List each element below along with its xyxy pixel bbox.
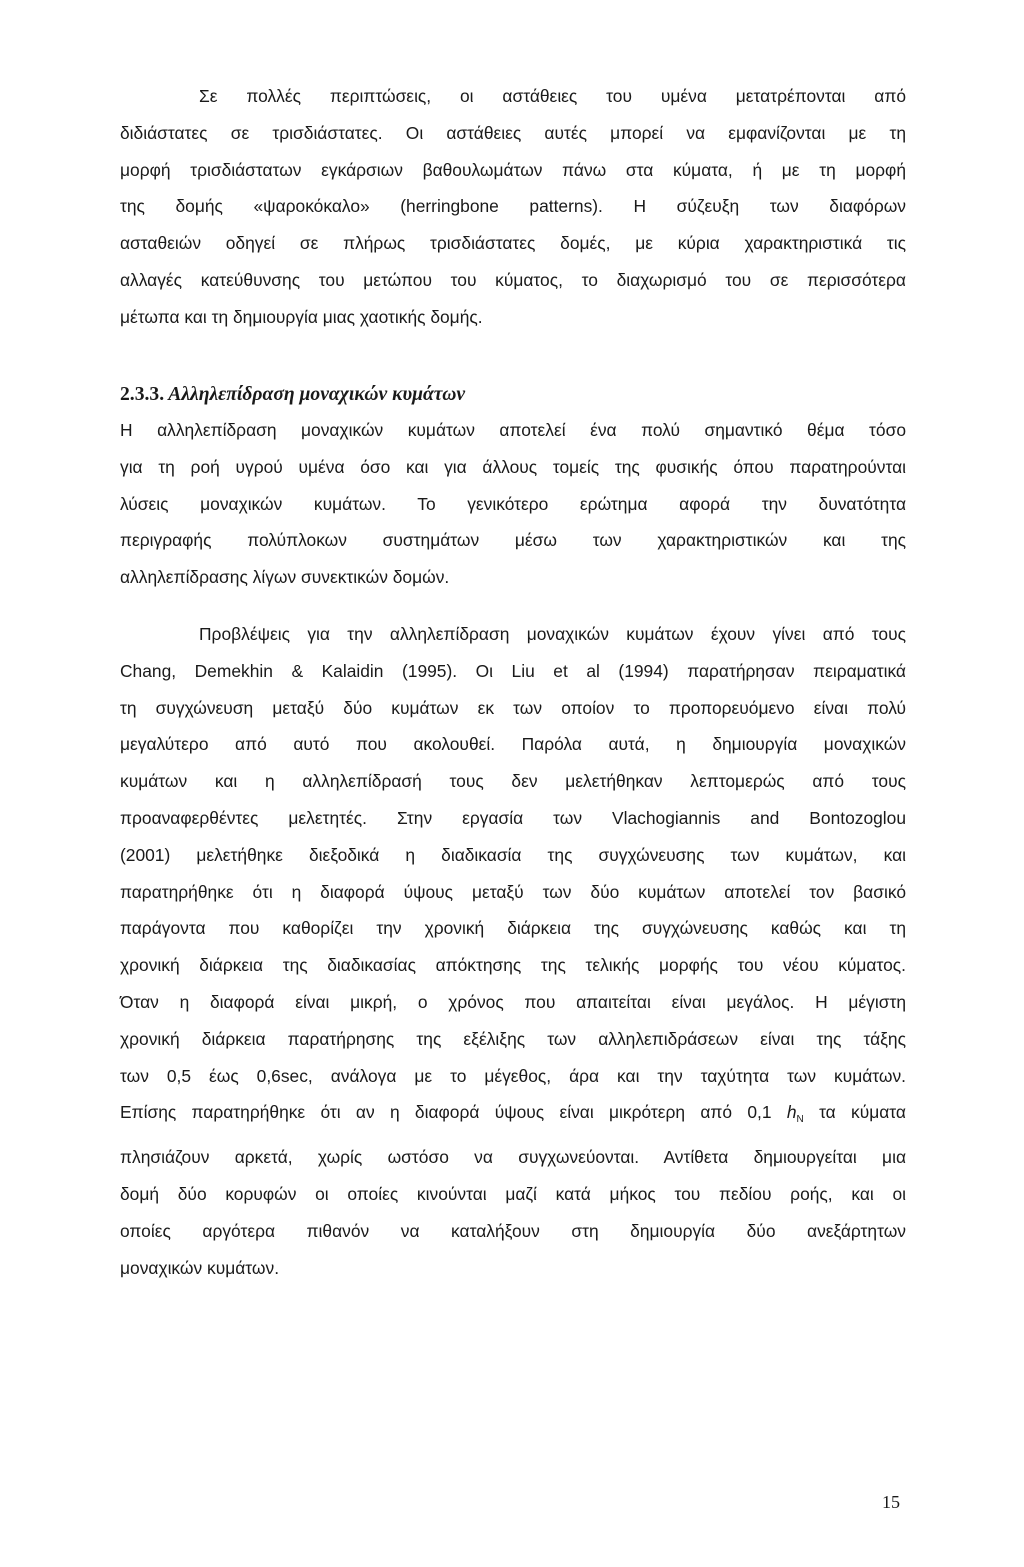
text-line: της δομής «ψαροκόκαλο» (herringbone patterns). Η σύζευξη των διαφόρων [120, 196, 906, 217]
text-line: των 0,5 έως 0,6sec, ανάλογα με το μέγεθος, άρα και την ταχύτητα των κυμάτων. [120, 1065, 906, 1086]
text-line: αλληλεπίδρασης λίγων συνεκτικών δομών. [120, 567, 450, 588]
text-line: μέτωπα και τη δημιουργία μιας χαοτικής δομής. [120, 306, 483, 327]
text-line: πλησιάζουν αρκετά, χωρίς ωστόσο να συγχωνεύονται. Αντίθετα δημιουργείται μια [120, 1147, 906, 1168]
text-line-with-formula [120, 1094, 906, 1139]
text-line: μοναχικών κυμάτων. [120, 1257, 280, 1278]
text-line: παράγοντα που καθορίζει την χρονική διάρκεια της συγχώνευσης καθώς και τη [120, 918, 906, 939]
text-line: τη συγχώνευση μεταξύ δύο κυμάτων εκ των οποίον το προπορευόμενο είναι πολύ [120, 697, 906, 718]
text-line: κυμάτων και η αλληλεπίδρασή τους δεν μελετήθηκαν λεπτομερώς από τους [120, 771, 906, 792]
text-line: οποίες αργότερα πιθανόν να καταλήξουν στη δημιουργία δύο ανεξάρτητων [120, 1220, 906, 1241]
text-line: αλλαγές κατεύθυνσης του μετώπου του κύματος, το διαχωρισμό του σε περισσότερα [120, 269, 906, 290]
text-line: χρονική διάρκεια παρατήρησης της εξέλιξης των αλληλεπιδράσεων είναι της τάξης [120, 1028, 906, 1049]
text-line: ασταθειών οδηγεί σε πλήρως τρισδιάστατες δομές, με κύρια χαρακτηριστικά τις [120, 233, 906, 254]
text-line: μεγαλύτερο από αυτό που ακολουθεί. Παρόλα αυτά, η δημιουργία μοναχικών [120, 734, 906, 755]
section-heading [120, 377, 465, 413]
text-line: για τη ροή υγρού υμένα όσο και για άλλους τομείς της φυσικής όπου παρατηρούνται [120, 456, 906, 477]
text-line: προαναφερθέντες μελετητές. Στην εργασία των Vlachogiannis and Bontozoglou [120, 807, 906, 828]
variable-h: h [786, 1102, 797, 1123]
paragraph-predictions [120, 616, 906, 1286]
text-line: Όταν η διαφορά είναι μικρή, ο χρόνος που απαιτείται είναι μεγάλος. Η μέγιστη [120, 991, 906, 1012]
text-line: λύσεις μοναχικών κυμάτων. Το γενικότερο ερώτημα αφορά την δυνατότητα [120, 493, 906, 514]
subscript-n: N [796, 1114, 804, 1126]
text-line: (2001) μελετήθηκε διεξοδικά η διαδικασία της συγχώνευσης των κυμάτων, και [120, 844, 906, 865]
section-title: Αλληλεπίδραση μοναχικών κυμάτων [168, 384, 466, 405]
text-line: διδιάστατες σε τρισδιάστατες. Οι αστάθειες αυτές μπορεί να εμφανίζονται με τη [120, 122, 906, 143]
section-number: 2.3.3. [120, 384, 165, 405]
text-fragment: τα κύματα [819, 1102, 906, 1123]
page-number: 15 [882, 1492, 900, 1512]
text-line: μορφή τρισδιάστατων εγκάρσιων βαθουλωμάτων πάνω στα κύματα, ή με τη μορφή [120, 159, 906, 180]
paragraph-solitary-waves [120, 412, 906, 596]
text-line: Chang, Demekhin & Kalaidin (1995). Οι Liu et al (1994) παρατήρησαν πειραματικά [120, 660, 906, 681]
text-line: χρονική διάρκεια της διαδικασίας απόκτησης της τελικής μορφής του νέου κύματος. [120, 955, 906, 976]
text-line: δομή δύο κορυφών οι οποίες κινούνται μαζί κατά μήκος του πεδίου ροής, και οι [120, 1183, 906, 1204]
text-line: παρατηρήθηκε ότι η διαφορά ύψους μεταξύ των δύο κυμάτων αποτελεί τον βασικό [120, 881, 906, 902]
paragraph-instabilities [120, 78, 906, 336]
text-fragment: Επίσης παρατηρήθηκε ότι αν η διαφορά ύψους είναι μικρότερη από 0,1 [120, 1102, 772, 1123]
text-line: Σε πολλές περιπτώσεις, οι αστάθειες του υμένα μετατρέπονται από [199, 86, 906, 106]
text-line: περιγραφής πολύπλοκων συστημάτων μέσω των χαρακτηριστικών και της [120, 530, 906, 551]
text-line: Η αλληλεπίδραση μοναχικών κυμάτων αποτελεί ένα πολύ σημαντικό θέμα τόσο [120, 420, 906, 440]
text-line: Προβλέψεις για την αλληλεπίδραση μοναχικών κυμάτων έχουν γίνει από τους [199, 624, 906, 644]
